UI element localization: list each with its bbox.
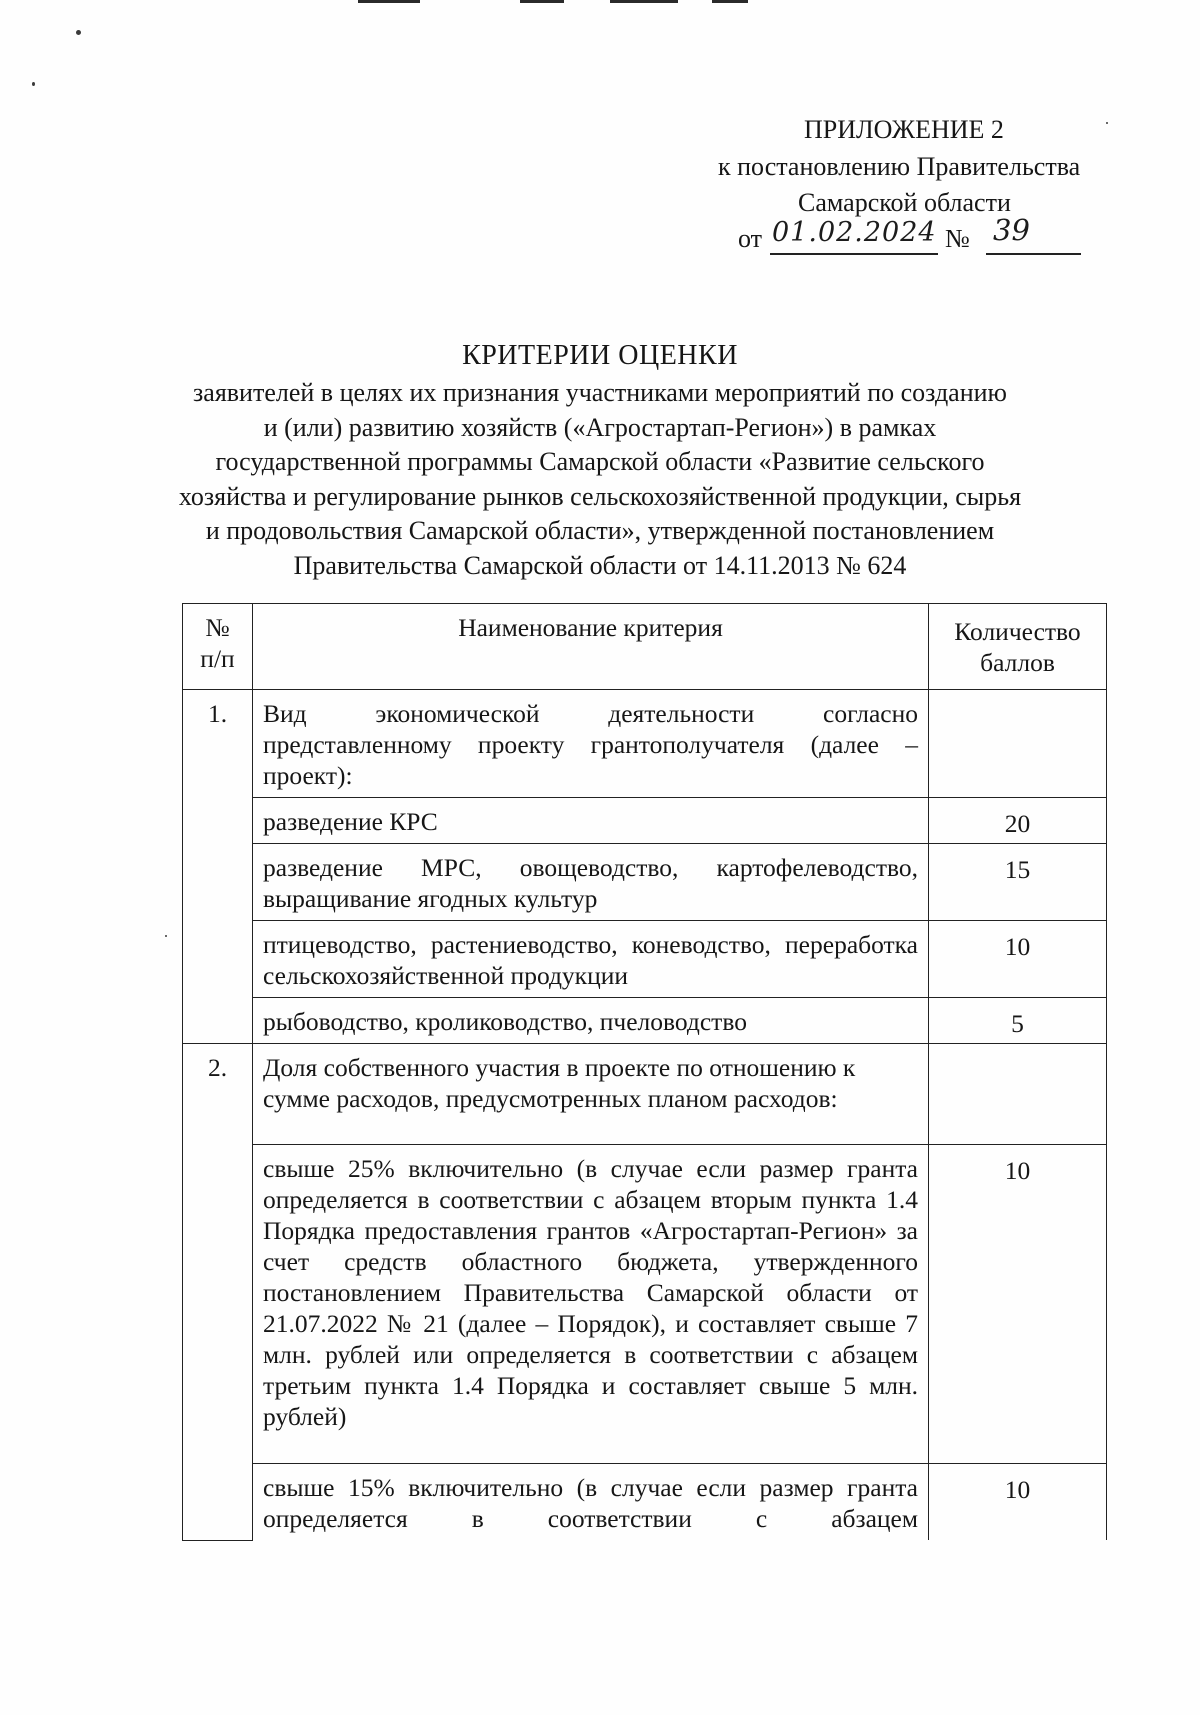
subtitle-line: заявителей в целях их признания участниками мероприятий по созданию <box>193 378 1007 407</box>
table-header-row <box>183 604 1107 690</box>
number-underline <box>986 253 1081 255</box>
subtitle-line: государственной программы Самарской области «Развитие сельского <box>215 447 985 476</box>
header-number-line2: п/п <box>200 644 235 673</box>
table-row <box>183 844 1107 921</box>
scan-speck <box>76 30 81 35</box>
criteria-table <box>182 603 1107 1541</box>
header-points <box>929 604 1107 690</box>
number-label: № <box>945 224 970 253</box>
criterion-points: 10 <box>929 1145 1107 1464</box>
criterion-name: рыбоводство, кролиководство, пчеловодство <box>253 998 929 1044</box>
table-row <box>183 1044 1107 1145</box>
appendix-resolution-ref: к постановлению Правительства <box>718 152 1081 181</box>
table-row <box>183 798 1107 844</box>
table-row <box>183 998 1107 1044</box>
handwritten-date: 01.02.2024 <box>772 217 937 248</box>
section-number: 1. <box>183 690 253 1044</box>
criterion-name: свыше 25% включительно (в случае если размер гранта определяется в соответствии с абзацем вторым пункта 1.4 Порядка предоставления грантов «Агростартап-Регион» за счет средств областного бюджета, утвержденного постановлением Правительства Самарской области от 21.07.2022 № 21 (далее – Порядок), и составляет свыше 7 млн. рублей или определяется в соответствии с абзацем третьим пункта 1.4 Порядка и составляет свыше 5 млн. рублей) <box>253 1145 929 1464</box>
criterion-points: 10 <box>929 921 1107 998</box>
handwritten-number: 39 <box>993 213 1030 247</box>
criterion-points: 15 <box>929 844 1107 921</box>
appendix-date-line <box>738 213 1098 259</box>
criterion-name: разведение МРС, овощеводство, картофелеводство, выращивание ягодных культур <box>253 844 929 921</box>
scan-speck <box>32 82 35 86</box>
scan-edge-mark <box>712 0 748 3</box>
subtitle-line: и (или) развитию хозяйств («Агростартап-Регион») в рамках <box>263 412 937 442</box>
points-empty <box>929 1044 1107 1145</box>
section-number: 2. <box>183 1044 253 1541</box>
scan-edge-mark <box>610 0 678 3</box>
header-points-line2: баллов <box>980 648 1055 677</box>
criterion-points: 20 <box>929 798 1107 844</box>
subtitle-line: хозяйства и регулирование рынков сельскохозяйственной продукции, сырья <box>178 481 1022 511</box>
subtitle-line: Правительства Самарской области от 14.11.2013 № 624 <box>293 550 907 580</box>
points-empty <box>929 690 1107 798</box>
from-label: от <box>738 224 763 253</box>
table-row <box>183 690 1107 798</box>
scan-edge-mark <box>358 0 420 3</box>
table-row <box>183 1464 1107 1541</box>
document-subtitle <box>0 376 1200 583</box>
header-number-line1: № <box>205 613 230 642</box>
header-criterion-name: Наименование критерия <box>253 604 929 690</box>
date-underline <box>770 253 938 255</box>
header-number <box>183 604 253 690</box>
section-title: Доля собственного участия в проекте по отношению к сумме расходов, предусмотренных планом расходов: <box>253 1044 929 1145</box>
scan-speck <box>165 935 167 937</box>
section-title: Вид экономической деятельности согласно представленному проекту грантополучателя (далее – проект): <box>253 690 929 798</box>
appendix-region: Самарской области <box>798 188 1011 217</box>
subtitle-line: и продовольствия Самарской области», утвержденной постановлением <box>205 516 995 545</box>
header-points-line1: Количество <box>954 617 1081 646</box>
appendix-number: ПРИЛОЖЕНИЕ 2 <box>804 115 1004 144</box>
scan-edge-mark <box>520 0 564 3</box>
criterion-name: разведение КРС <box>253 798 929 844</box>
document-title: КРИТЕРИИ ОЦЕНКИ <box>462 340 738 371</box>
table-row <box>183 1145 1107 1464</box>
criterion-points: 10 <box>929 1464 1107 1541</box>
table-row <box>183 921 1107 998</box>
scan-speck <box>1106 122 1108 124</box>
criterion-points: 5 <box>929 998 1107 1044</box>
criterion-name: свыше 15% включительно (в случае если размер гранта определяется в соответствии с абзацем <box>253 1464 929 1541</box>
criterion-name: птицеводство, растениеводство, коневодство, переработка сельскохозяйственной продукции <box>253 921 929 998</box>
